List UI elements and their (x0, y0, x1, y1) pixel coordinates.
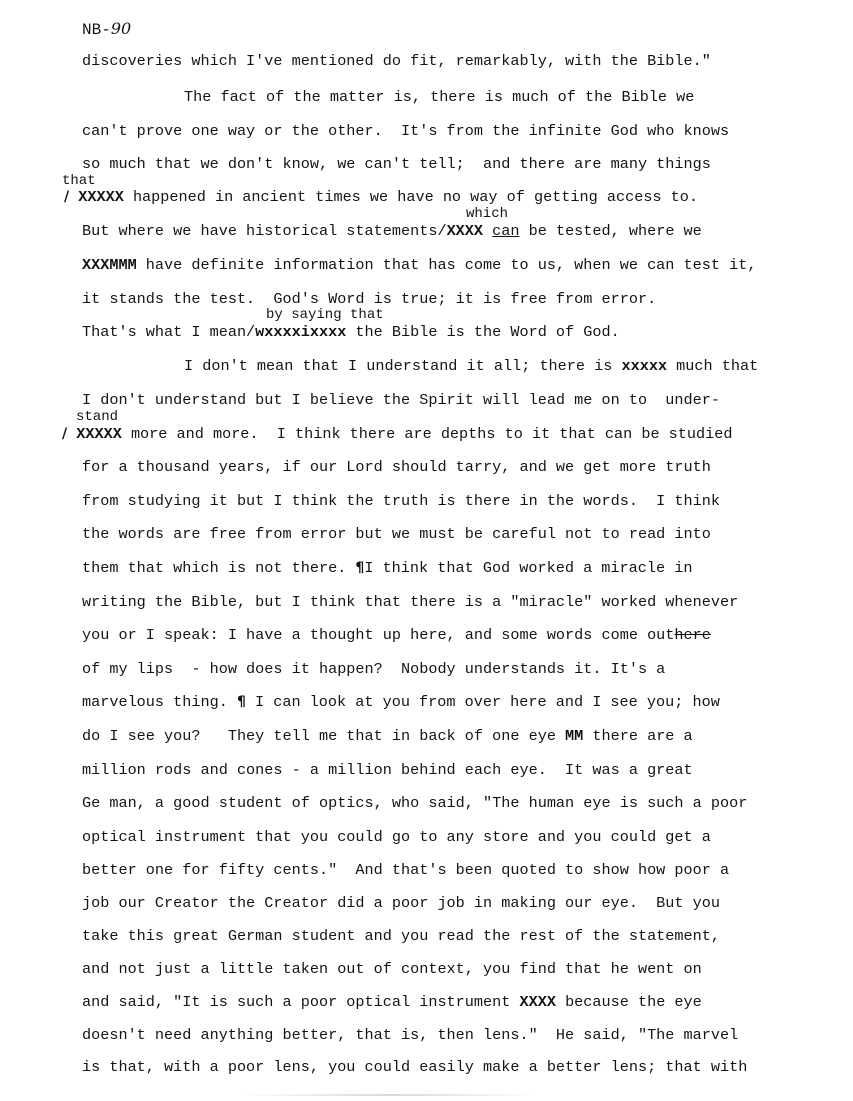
text-line: from studying it but I think the truth is there in the words. I think (82, 492, 720, 510)
text-line: discoveries which I've mentioned do fit, remarkably, with the Bible." (82, 52, 711, 70)
paragraph-mark-icon: ¶ (236, 694, 246, 710)
page-header (82, 20, 131, 39)
text-line: XXXMMM have definite information that has come to us, when we can test it, (82, 256, 757, 274)
struck-text: XXXXX (76, 425, 122, 443)
text-line: marvelous thing. ¶ I can look at you from over here and I see you; how (82, 693, 720, 711)
text-line: The fact of the matter is, there is much of the Bible we (184, 88, 695, 106)
text-line: Ge man, a good student of optics, who said, "The human eye is such a poor (82, 794, 748, 812)
insert-mark: / (62, 426, 68, 442)
text-line: / XXXXX more and more. I think there are depths to it that can be studied (62, 425, 733, 443)
text-line: But where we have historical statements/XXXX can be tested, where we (82, 222, 702, 240)
insertion-text: by saying that (266, 307, 384, 323)
struck-text: XXXXX (78, 188, 124, 206)
underlined-word: can (492, 222, 520, 240)
insertion-text: that (62, 173, 96, 189)
text-line: better one for fifty cents." And that's been quoted to show how poor a (82, 861, 730, 879)
text-line: so much that we don't know, we can't tell; and there are many things (82, 155, 711, 173)
page-number-handwritten: 90 (110, 19, 132, 38)
struck-text: xxxxx (621, 357, 668, 375)
text-line: them that which is not there. ¶I think that God worked a miracle in (82, 559, 693, 577)
paragraph-mark-icon: ¶ (355, 560, 365, 576)
struck-text: XXXMMM (82, 256, 137, 274)
text-line: of my lips - how does it happen? Nobody understands it. It's a (82, 660, 666, 678)
insertion-text: stand (76, 409, 119, 425)
struck-text: here (674, 626, 711, 644)
text-line: I don't understand but I believe the Spirit will lead me on to under- (82, 391, 720, 409)
scan-artifact (240, 1094, 540, 1096)
text-line: I don't mean that I understand it all; there is xxxxx much that (184, 357, 759, 375)
text-line: do I see you? They tell me that in back of one eye MM there are a (82, 727, 693, 745)
text-line: take this great German student and you read the rest of the statement, (82, 927, 720, 945)
text-line: That's what I mean/wxxxxixxxx the Bible is the Word of God. (82, 323, 620, 341)
text-line: it stands the test. God's Word is true; it is free from error. (82, 290, 657, 308)
text-line: is that, with a poor lens, you could easily make a better lens; that with (82, 1058, 748, 1076)
text-line: job our Creator the Creator did a poor job in making our eye. But you (82, 894, 720, 912)
text-line: and not just a little taken out of context, you find that he went on (82, 960, 702, 978)
text-line: / XXXXX happened in ancient times we have no way of getting access to. (64, 188, 699, 206)
struck-text: wxxxxixxxx (255, 323, 347, 341)
text-line: optical instrument that you could go to any store and you could get a (82, 828, 711, 846)
text-line: for a thousand years, if our Lord should tarry, and we get more truth (82, 458, 711, 476)
text-line: the words are free from error but we must be careful not to read into (82, 525, 711, 543)
text-line: doesn't need anything better, that is, then lens." He said, "The marvel (82, 1026, 739, 1044)
struck-text: XXXX (519, 993, 556, 1011)
text-line: million rods and cones - a million behind each eye. It was a great (82, 761, 693, 779)
insertion-text: which (466, 206, 509, 222)
page-prefix: NB- (82, 21, 111, 39)
insert-mark: / (64, 189, 70, 205)
struck-text: XXXX (446, 222, 484, 240)
text-line: and said, "It is such a poor optical instrument XXXX because the eye (82, 993, 702, 1011)
text-line: writing the Bible, but I think that there is a "miracle" worked whenever (82, 593, 739, 611)
text-line: you or I speak: I have a thought up here, and some words come outhere (82, 626, 711, 644)
text-line: can't prove one way or the other. It's from the infinite God who knows (82, 122, 730, 140)
struck-text: MM (565, 727, 584, 745)
